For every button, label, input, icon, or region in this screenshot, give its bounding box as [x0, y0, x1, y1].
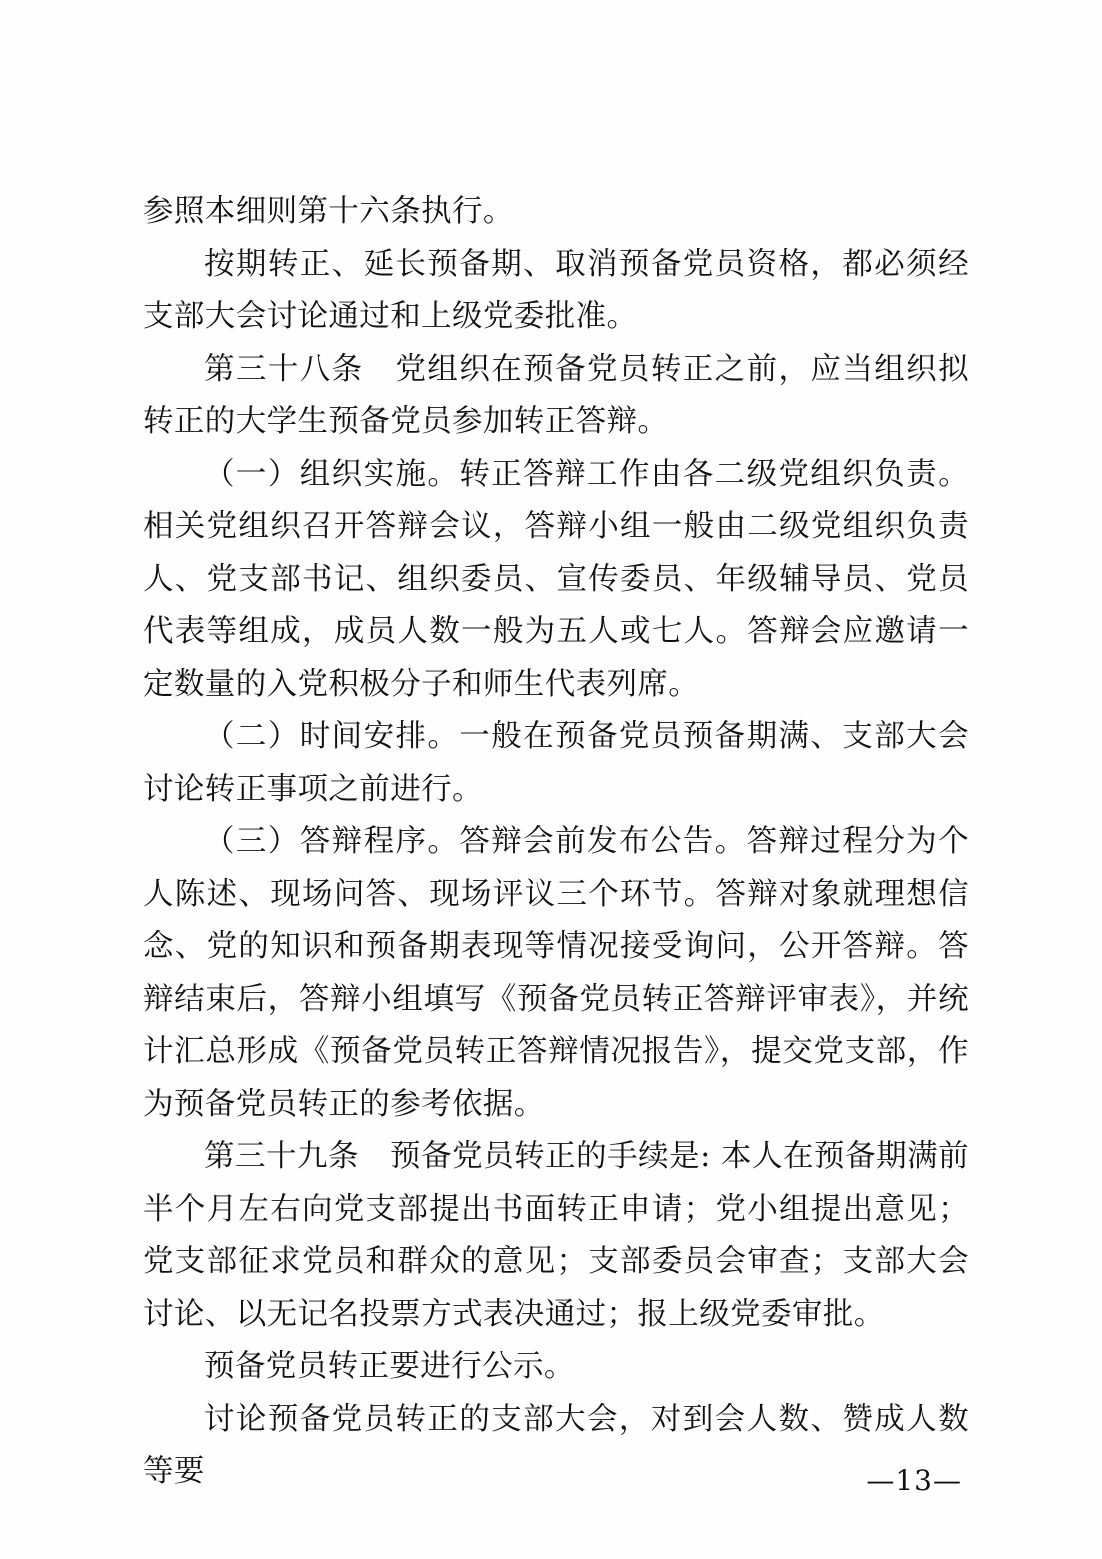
paragraph: 按期转正、延长预备期、取消预备党员资格，都必须经支部大会讨论通过和上级党委批准。: [143, 246, 969, 334]
paragraph-item-1: （一）组织实施。转正答辩工作由各二级党组织负责。相关党组织召开答辩会议，答辩小组一般由二级党组织负责人、党支部书记、组织委员、宣传委员、年级辅导员、党员代表等组成，成员人数一般为五人或七人。答辩会应邀请一定数量的入党积极分子和师生代表列席。: [143, 456, 969, 702]
paragraph-article-38: 第三十八条 党组织在预备党员转正之前，应当组织拟转正的大学生预备党员参加转正答辩。: [143, 351, 969, 439]
page-number: —13—: [866, 1464, 962, 1497]
paragraph: 参照本细则第十六条执行。: [143, 194, 514, 229]
paragraph: 预备党员转正要进行公示。: [204, 1349, 575, 1384]
paragraph-item-2: （二）时间安排。一般在预备党员预备期满、支部大会讨论转正事项之前进行。: [143, 719, 969, 807]
document-body: [143, 186, 969, 1499]
paragraph-article-39: 第三十九条 预备党员转正的手续是: 本人在预备期满前半个月左右向党支部提出书面转正申请；党小组提出意见；党支部征求党员和群众的意见；支部委员会审查；支部大会讨论、以无记名投票方式表决通过；报上级党委审批。: [143, 1139, 969, 1332]
paragraph-item-3: （三）答辩程序。答辩会前发布公告。答辩过程分为个人陈述、现场问答、现场评议三个环节。答辩对象就理想信念、党的知识和预备期表现等情况接受询问，公开答辩。答辩结束后，答辩小组填写《预备党员转正答辩评审表》，并统计汇总形成《预备党员转正答辩情况报告》，提交党支部，作为预备党员转正的参考依据。: [143, 824, 969, 1122]
paragraph: 讨论预备党员转正的支部大会，对到会人数、赞成人数等要: [143, 1401, 969, 1489]
